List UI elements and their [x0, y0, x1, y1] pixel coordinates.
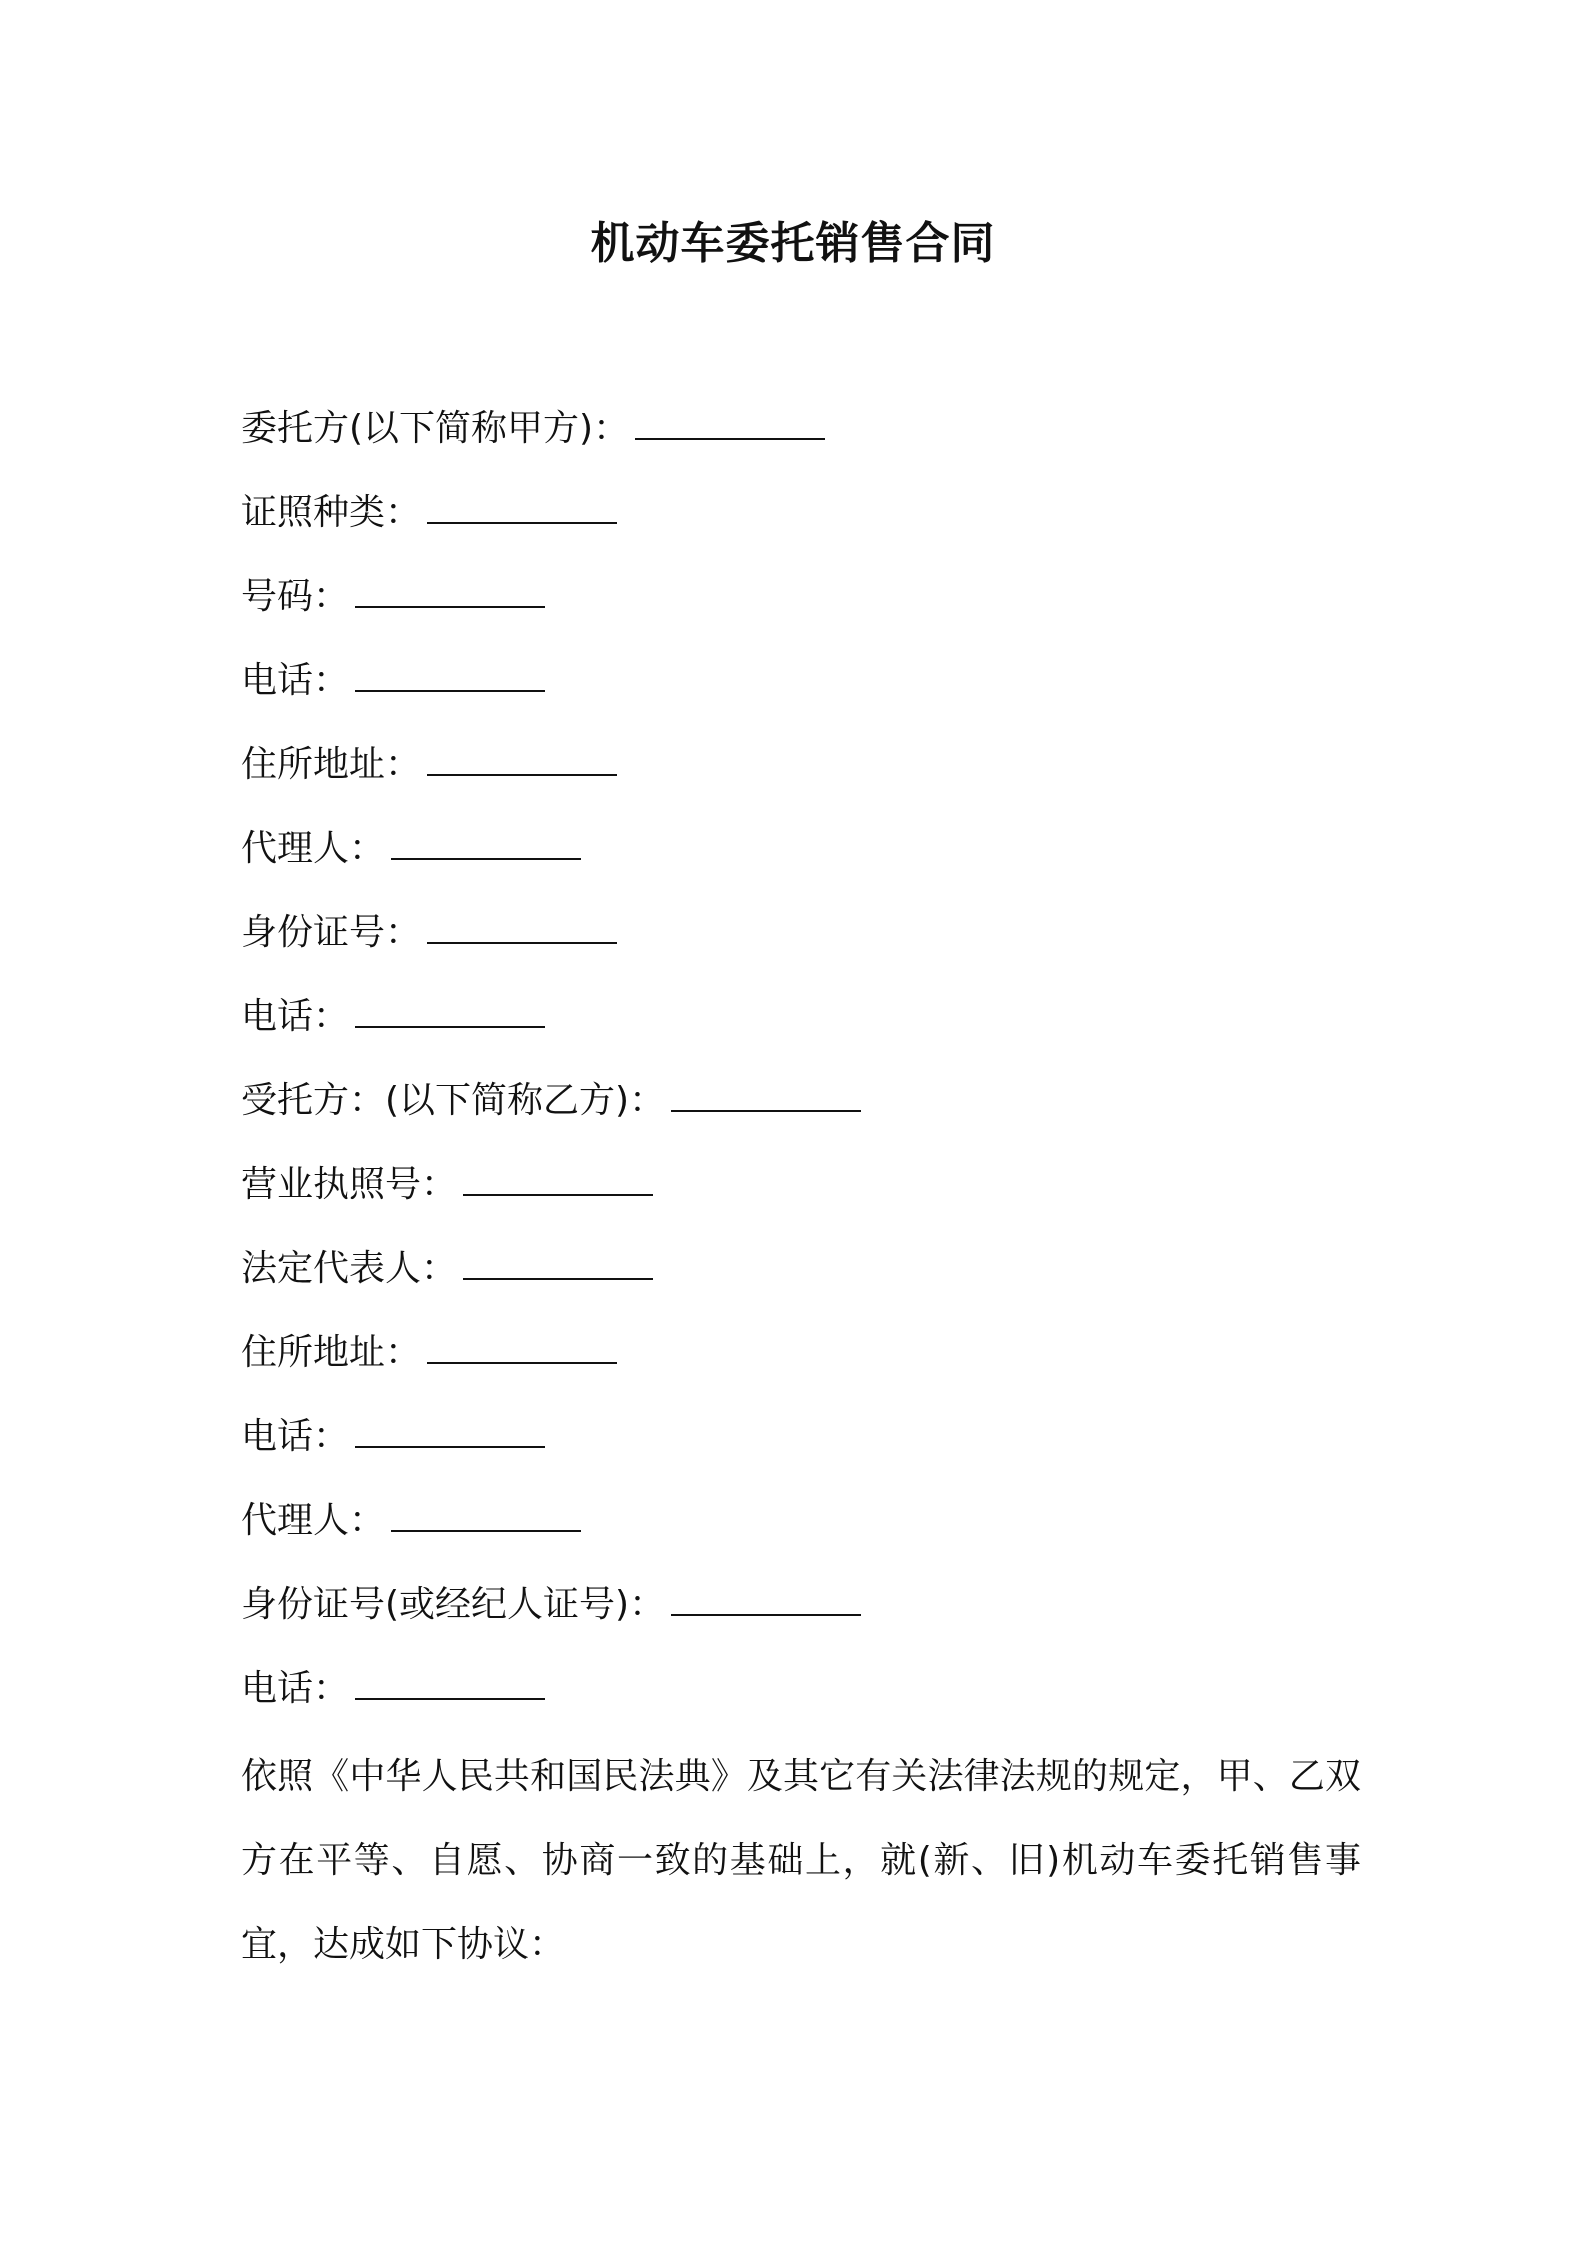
- field-label: 住所地址：: [241, 744, 422, 785]
- fill-in-blank[interactable]: [463, 1162, 653, 1196]
- fill-in-blank[interactable]: [427, 742, 617, 776]
- fill-in-blank[interactable]: [671, 1078, 861, 1112]
- field-label: 号码：: [241, 576, 350, 617]
- fill-in-blank[interactable]: [355, 994, 545, 1028]
- fill-in-blank[interactable]: [427, 910, 617, 944]
- field-label: 法定代表人：: [241, 1248, 458, 1289]
- fill-in-blank[interactable]: [355, 1414, 545, 1448]
- fill-in-blank[interactable]: [355, 658, 545, 692]
- field-label: 电话：: [241, 1668, 350, 1709]
- field-label: 营业执照号：: [241, 1164, 458, 1205]
- field-address-a: [241, 741, 1351, 825]
- field-label: 电话：: [241, 996, 350, 1037]
- field-id-number-a: [241, 909, 1351, 993]
- fill-in-blank[interactable]: [355, 574, 545, 608]
- field-agent-b: [241, 1497, 1351, 1581]
- field-business-license: [241, 1161, 1351, 1245]
- agreement-paragraph: 依照《中华人民共和国民法典》及其它有关法律法规的规定，甲、乙双方在平等、自愿、协商一致的基础上，就(新、旧)机动车委托销售事宜，达成如下协议：: [241, 1756, 1361, 1965]
- field-label: 代理人：: [241, 1500, 386, 1541]
- fill-in-blank[interactable]: [427, 490, 617, 524]
- field-phone-b: [241, 1413, 1351, 1497]
- field-label: 委托方(以下简称甲方)：: [241, 408, 630, 449]
- field-label: 电话：: [241, 660, 350, 701]
- field-agent-phone-a: [241, 993, 1351, 1077]
- field-address-b: [241, 1329, 1351, 1413]
- field-id-number-b: [241, 1581, 1351, 1665]
- field-license-type: [241, 489, 1351, 573]
- field-label: 代理人：: [241, 828, 386, 869]
- fill-in-blank[interactable]: [427, 1330, 617, 1364]
- document-title: 机动车委托销售合同: [590, 218, 996, 269]
- fill-in-blank[interactable]: [391, 826, 581, 860]
- fill-in-blank[interactable]: [463, 1246, 653, 1280]
- field-label: 电话：: [241, 1416, 350, 1457]
- field-agent-a: [241, 825, 1351, 909]
- field-number: [241, 573, 1351, 657]
- fill-in-blank[interactable]: [671, 1582, 861, 1616]
- field-label: 住所地址：: [241, 1332, 422, 1373]
- party-fields: [241, 405, 1351, 1749]
- fill-in-blank[interactable]: [391, 1498, 581, 1532]
- fill-in-blank[interactable]: [635, 406, 825, 440]
- field-principal: [241, 405, 1351, 489]
- field-label: 证照种类：: [241, 492, 422, 533]
- field-legal-rep: [241, 1245, 1351, 1329]
- field-label: 身份证号(或经纪人证号)：: [241, 1584, 666, 1625]
- field-phone-a: [241, 657, 1351, 741]
- field-label: 身份证号：: [241, 912, 422, 953]
- field-trustee: [241, 1077, 1351, 1161]
- fill-in-blank[interactable]: [355, 1666, 545, 1700]
- field-label: 受托方：(以下简称乙方)：: [241, 1080, 666, 1121]
